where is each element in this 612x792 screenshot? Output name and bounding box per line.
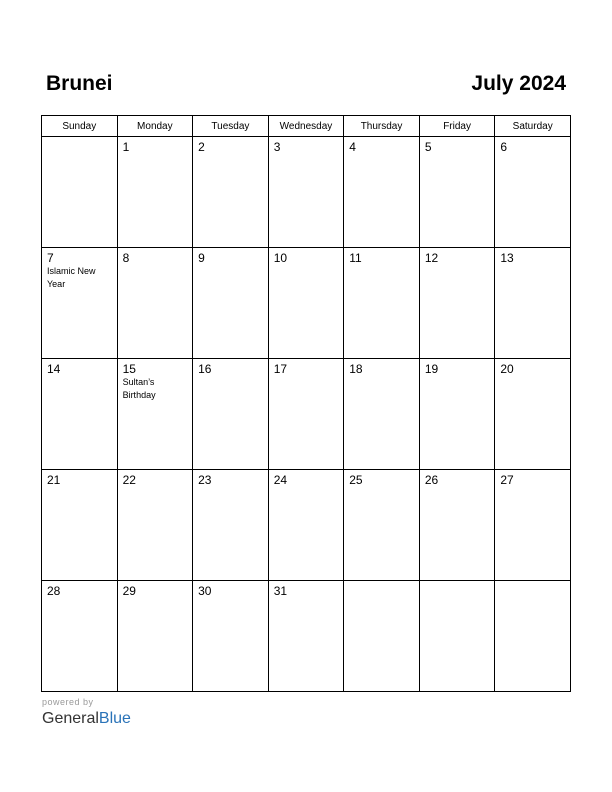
generalblue-logo[interactable]	[42, 708, 131, 730]
day-cell	[419, 248, 495, 359]
day-number: 10	[273, 251, 288, 265]
day-cell	[268, 137, 344, 248]
day-number: 7	[47, 251, 54, 265]
day-cell	[495, 470, 571, 581]
country-title: Brunei	[46, 72, 113, 95]
day-number: 4	[349, 140, 356, 154]
day-number: 5	[424, 140, 432, 154]
day-number: 27	[500, 473, 514, 487]
day-number: 16	[198, 362, 212, 376]
day-cell	[117, 470, 193, 581]
weekday-header-row	[42, 116, 571, 137]
day-cell	[42, 248, 118, 359]
day-cell	[419, 581, 495, 692]
day-cell	[268, 248, 344, 359]
day-number: 8	[122, 251, 130, 265]
weekday-header-saturday: Saturday	[495, 116, 571, 137]
day-number: 15	[122, 362, 136, 376]
day-number: 11	[349, 251, 362, 265]
day-cell	[419, 359, 495, 470]
day-cell	[268, 470, 344, 581]
brand-blue-text: Blue	[98, 710, 131, 727]
day-cell	[193, 248, 269, 359]
day-cell	[117, 581, 193, 692]
week-row-5	[42, 581, 571, 692]
day-number: 19	[424, 362, 439, 376]
day-cell	[419, 137, 495, 248]
day-number: 31	[273, 584, 288, 598]
day-number: 23	[198, 473, 212, 487]
day-number: 6	[500, 140, 508, 154]
day-cell	[42, 581, 118, 692]
day-cell	[495, 248, 571, 359]
day-cell	[495, 137, 571, 248]
holiday-label: Sultan’s Birthday	[122, 377, 156, 400]
day-number: 24	[273, 473, 288, 487]
day-cell	[344, 248, 420, 359]
day-number: 20	[500, 362, 514, 376]
holiday-label: Islamic New Year	[47, 266, 96, 289]
day-number: 9	[198, 251, 205, 265]
day-cell	[344, 137, 420, 248]
day-number: 13	[500, 251, 514, 265]
day-cell	[495, 581, 571, 692]
day-number: 30	[198, 584, 212, 598]
day-cell	[42, 137, 118, 248]
day-number	[495, 581, 570, 584]
week-row-4	[42, 470, 571, 581]
weekday-header-monday: Monday	[117, 116, 193, 137]
month-year-title: July 2024	[471, 72, 566, 95]
day-cell	[117, 137, 193, 248]
footer-branding	[42, 697, 131, 730]
day-cell	[344, 359, 420, 470]
day-cell	[117, 248, 193, 359]
day-number	[344, 581, 419, 584]
day-number: 21	[47, 473, 61, 487]
day-number: 25	[349, 473, 363, 487]
brand-general-text: General	[42, 710, 99, 727]
weekday-header-wednesday: Wednesday	[268, 116, 344, 137]
day-number: 17	[273, 362, 288, 376]
weekday-header-friday: Friday	[419, 116, 495, 137]
week-row-3	[42, 359, 571, 470]
day-cell	[193, 581, 269, 692]
week-row-1	[42, 137, 571, 248]
day-number: 28	[47, 584, 61, 598]
powered-by-label: powered by	[42, 697, 94, 707]
day-number: 2	[198, 140, 205, 154]
day-cell	[193, 137, 269, 248]
day-number	[42, 137, 117, 140]
weekday-header-sunday: Sunday	[42, 116, 118, 137]
day-cell	[268, 581, 344, 692]
weekday-header-thursday: Thursday	[344, 116, 420, 137]
day-number: 22	[122, 473, 136, 487]
day-cell	[268, 359, 344, 470]
day-cell	[193, 470, 269, 581]
day-number: 29	[122, 584, 136, 598]
day-number: 3	[273, 140, 281, 154]
day-number: 12	[424, 251, 439, 265]
weekday-header-tuesday: Tuesday	[193, 116, 269, 137]
day-cell	[495, 359, 571, 470]
day-number: 26	[424, 473, 439, 487]
day-cell	[117, 359, 193, 470]
week-row-2	[42, 248, 571, 359]
day-cell	[42, 359, 118, 470]
day-cell	[419, 470, 495, 581]
day-number: 18	[349, 362, 363, 376]
day-number	[420, 581, 495, 584]
day-number: 14	[47, 362, 61, 376]
calendar-grid	[41, 115, 571, 692]
day-cell	[193, 359, 269, 470]
day-cell	[42, 470, 118, 581]
day-number: 1	[122, 140, 130, 154]
day-cell	[344, 581, 420, 692]
day-cell	[344, 470, 420, 581]
